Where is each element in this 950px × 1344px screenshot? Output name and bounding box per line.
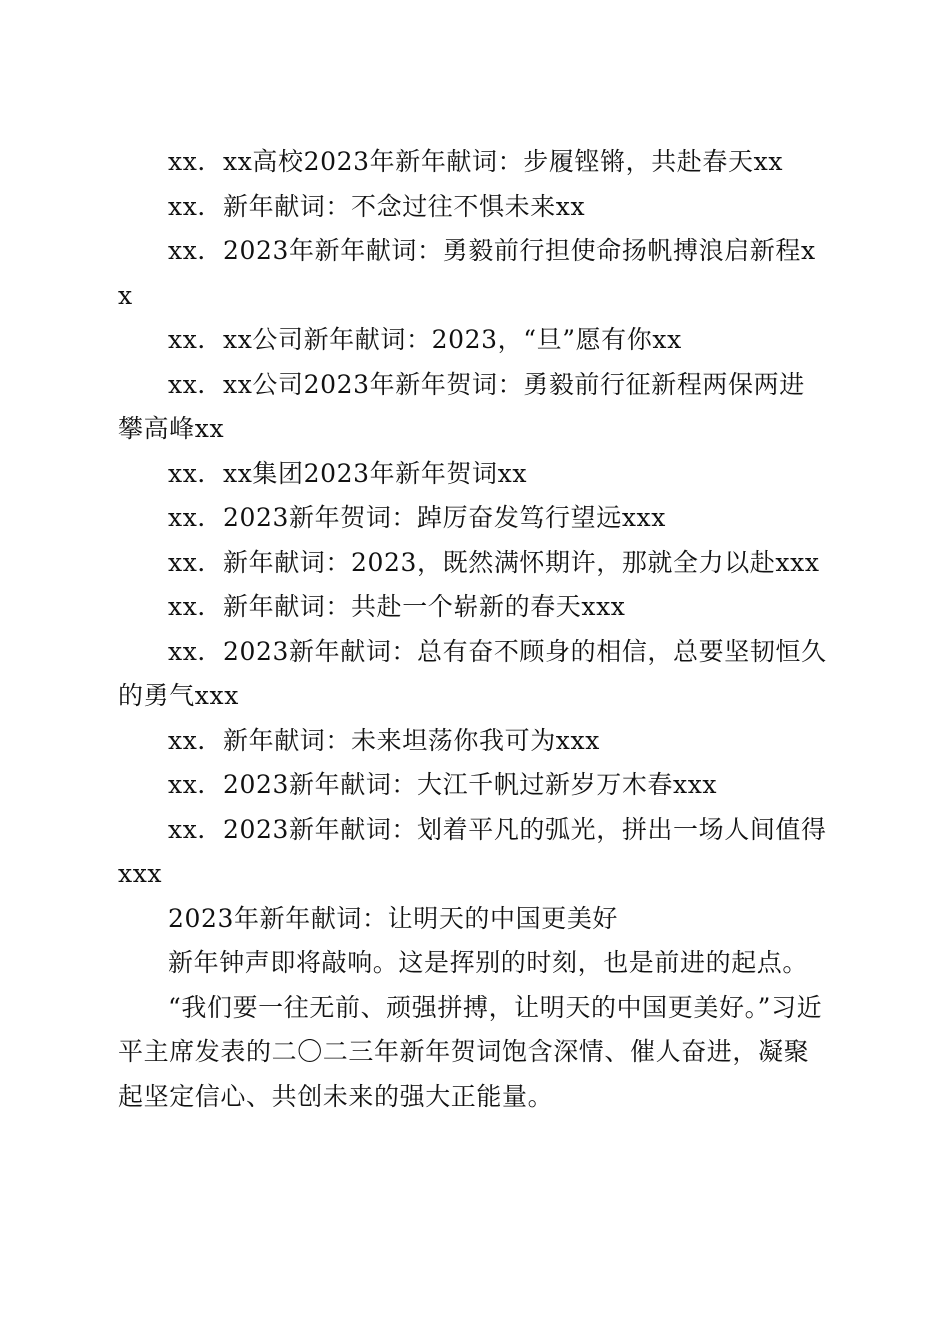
body-paragraph-1: 新年钟声即将敲响。这是挥别的时刻，也是前进的起点。 [168, 948, 809, 977]
toc-entry-8: xx．新年献词：2023，既然满怀期许，那就全力以赴xxx [168, 547, 820, 577]
article-title: 2023年新年献词：让明天的中国更美好 [168, 903, 619, 933]
toc-entry-5: xx．xx公司2023年新年贺词：勇毅前行征新程两保两进攀高峰xx [118, 369, 805, 443]
toc-entry-1: xx．xx高校2023年新年献词：步履铿锵，共赴春天xx [168, 147, 784, 176]
toc-entry-4: xx．xx公司新年献词：2023，“旦”愿有你xx [168, 325, 682, 354]
toc-entry-9: xx．新年献词：共赴一个崭新的春天xxx [168, 592, 626, 621]
toc-entry-2: xx．新年献词：不念过往不惧未来xx [168, 191, 586, 221]
toc-entry-7: xx．2023新年贺词：踔厉奋发笃行望远xxx [168, 503, 666, 532]
document-body [118, 140, 830, 1119]
toc-entry-13: xx．2023新年献词：划着平凡的弧光，拼出一场人间值得xxx [118, 814, 827, 888]
toc-entry-3: xx．2023年新年献词：勇毅前行担使命扬帆搏浪启新程xx [118, 236, 816, 310]
toc-entry-6: xx．xx集团2023年新年贺词xx [168, 458, 528, 488]
body-paragraph-2: “我们要一往无前、顽强拼搏，让明天的中国更美好。”习近平主席发表的二〇二三年新年贺词饱含深情、催人奋进，凝聚起坚定信心、共创未来的强大正能量。 [118, 992, 823, 1111]
toc-entry-12: xx．2023新年献词：大江千帆过新岁万木春xxx [168, 770, 718, 799]
toc-entry-10: xx．2023新年献词：总有奋不顾身的相信，总要坚韧恒久的勇气xxx [118, 636, 827, 710]
toc-entry-11: xx．新年献词：未来坦荡你我可为xxx [168, 725, 600, 755]
